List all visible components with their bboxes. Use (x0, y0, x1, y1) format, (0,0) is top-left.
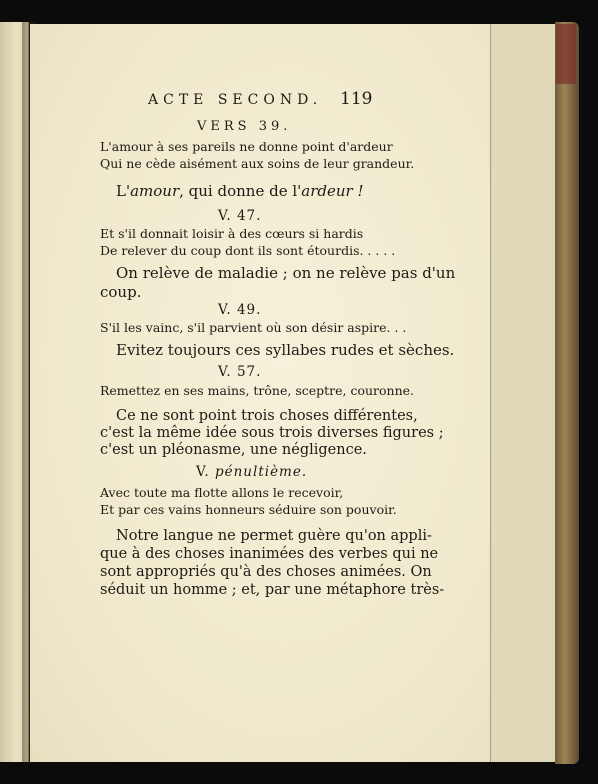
commentary: On relève de maladie ; on ne relève pas d'un (116, 264, 456, 282)
commentary: Ce ne sont point trois choses différentes, (116, 408, 418, 424)
verse-line: Et s'il donnait loisir à des cœurs si hardis (100, 226, 364, 241)
commentary: c'est la même idée sous trois diverses figures ; (100, 425, 444, 441)
verse-line: De relever du coup dont ils sont étourdis. . . . . (100, 243, 396, 258)
commentary: Evitez toujours ces syllabes rudes et sèches. (116, 341, 455, 359)
verse-ref: V. 47. (218, 208, 262, 224)
commentary: que à des choses inanimées des verbes qui ne (100, 546, 439, 562)
verse-line: Et par ces vains honneurs séduire son pouvoir. (100, 502, 397, 517)
commentary: c'est un pléonasme, une négligence. (100, 442, 367, 458)
verse-ref: V. 57. (218, 364, 262, 380)
verse-line: Qui ne cède aisément aux soins de leur grandeur. (100, 156, 415, 171)
verse-ref: V. pénultième. (196, 464, 308, 480)
commentary: Notre langue ne permet guère qu'on appli- (116, 528, 432, 544)
verse-line: S'il les vainc, s'il parvient où son désir aspire. . . (100, 320, 407, 335)
verse-ref: V. 49. (218, 302, 262, 318)
commentary: coup. (100, 283, 142, 301)
page-edges (490, 24, 563, 762)
commentary: sont appropriés qu'à des choses animées. On (100, 564, 432, 580)
verse-line: Avec toute ma flotte allons le recevoir, (100, 485, 344, 500)
running-head: ACTE SECOND. (148, 92, 323, 108)
verse-line: Remettez en ses mains, trône, sceptre, couronne. (100, 383, 415, 398)
commentary: séduit un homme ; et, par une métaphore très- (100, 582, 445, 598)
page-number: 119 (340, 89, 373, 109)
cover-endpaper (556, 24, 576, 84)
verse-ref: VERS 39. (197, 119, 292, 134)
book-cover (555, 22, 579, 764)
verse-line: L'amour à ses pareils ne donne point d'ardeur (100, 139, 393, 154)
commentary: L'amour, qui donne de l'ardeur ! (116, 182, 364, 200)
